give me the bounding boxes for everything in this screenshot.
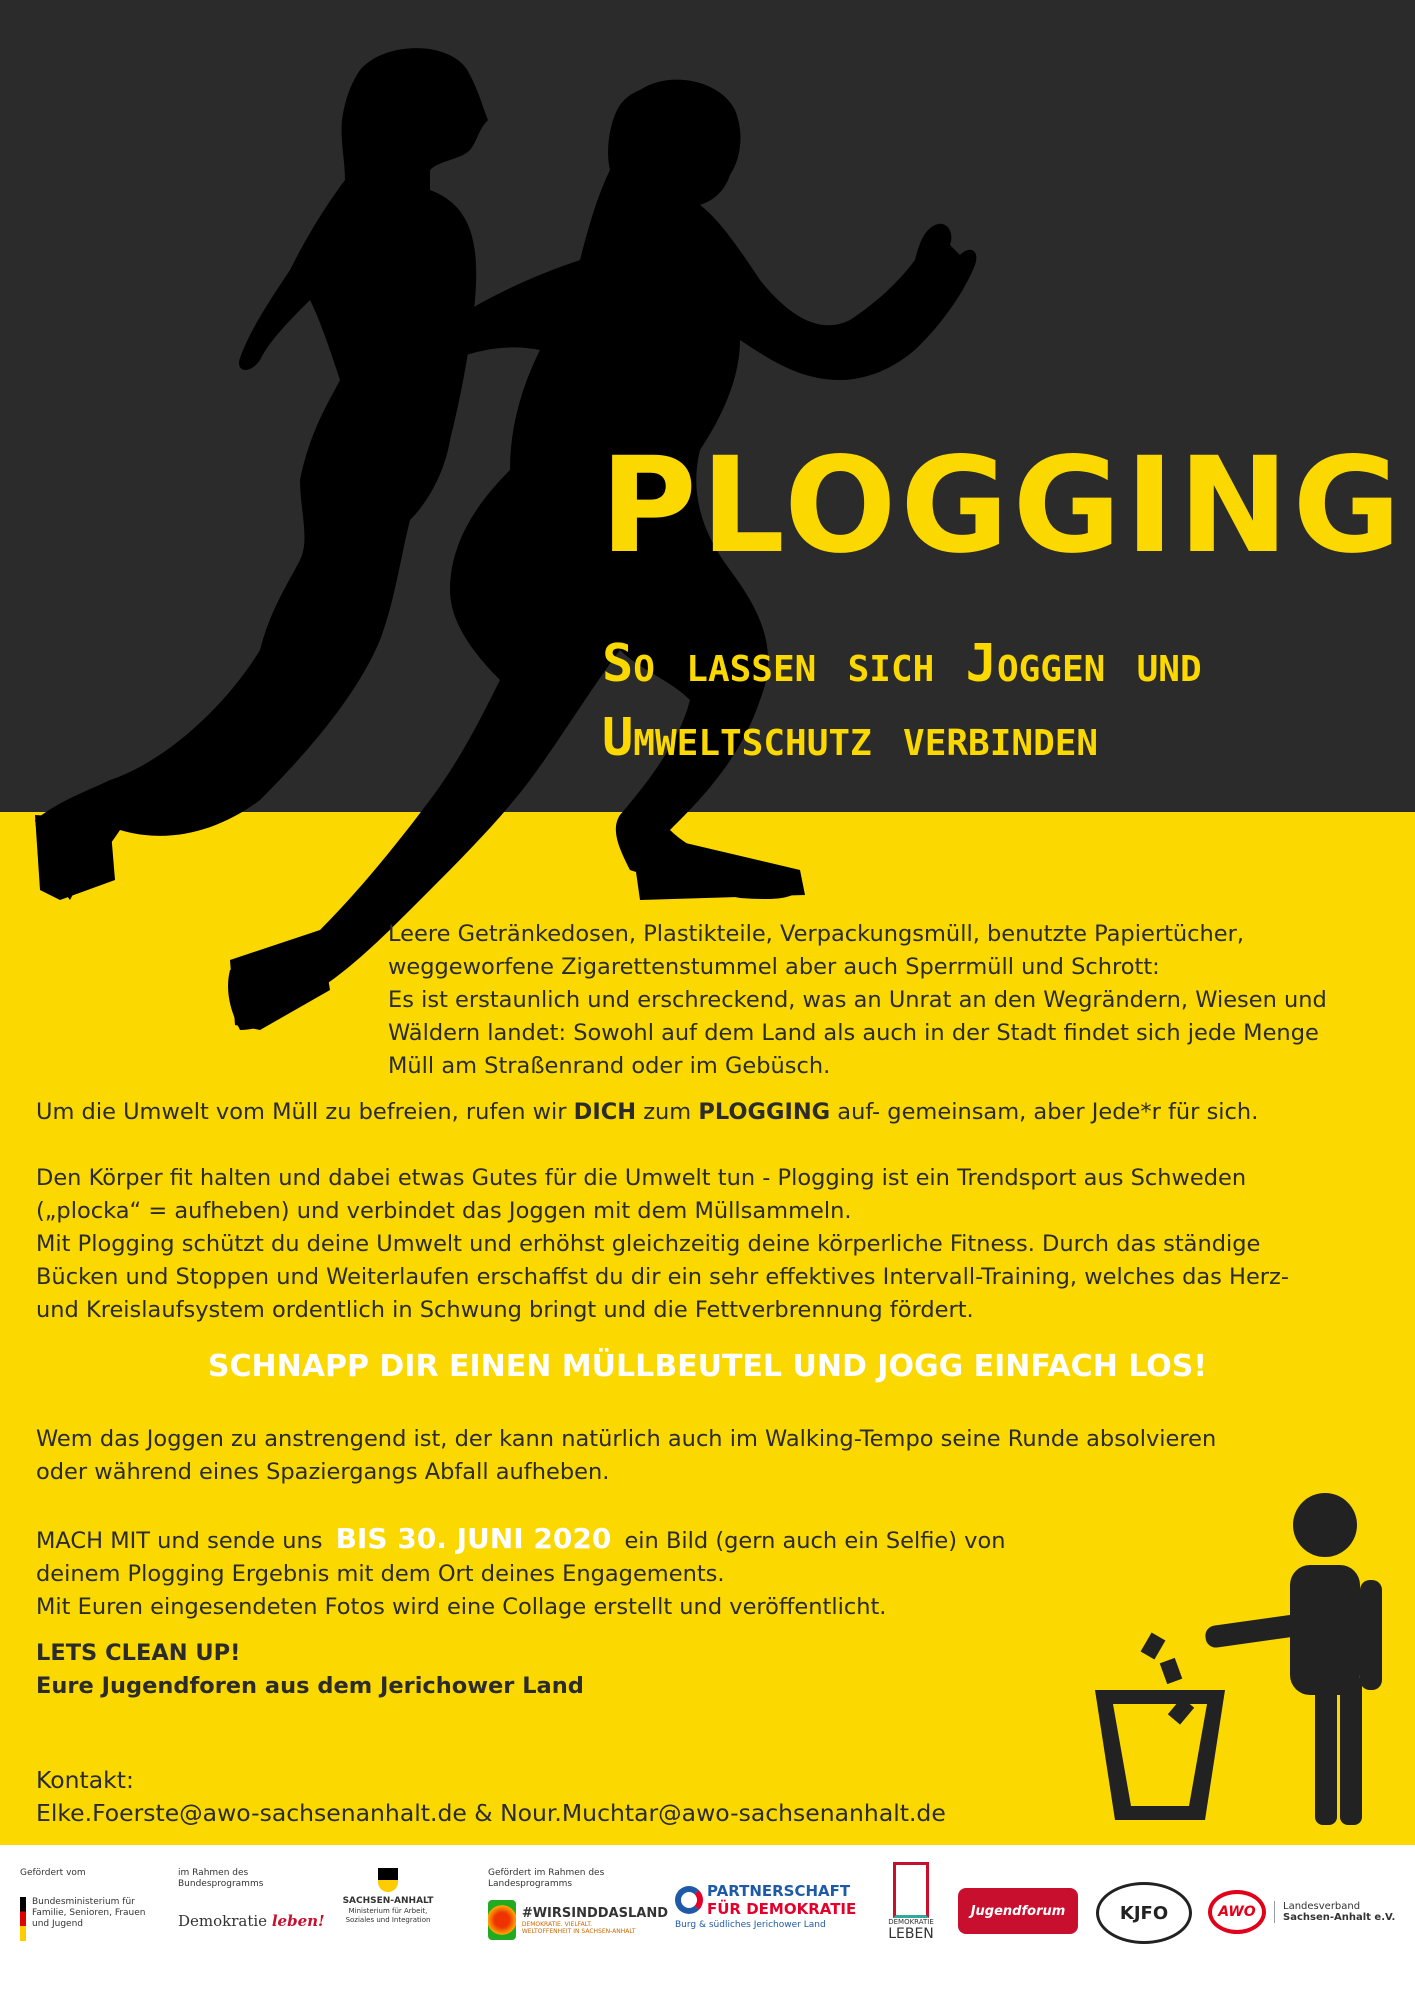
contact-emails: Elke.Foerste@awo-sachsenanhalt.de & Nour.Muchtar@awo-sachsenanhalt.de [36,1799,946,1827]
logo-text: leben! [271,1912,325,1930]
logo-text: LEBEN [888,1926,934,1942]
logo-text: Demokratie [178,1912,268,1930]
logo-caption: Gefördert vom [20,1868,86,1878]
poster-subtitle-line2: Umweltschutz verbinden [602,708,1099,768]
awo-heart-icon [1208,1890,1266,1934]
kjfo-logo [1096,1882,1192,1944]
intro-line: Es ist erstaunlich und erschreckend, was an Unrat an den Wegrändern, Wiesen und [388,987,1327,1013]
body-line: Bücken und Stoppen und Weiterlaufen erschaffst du dir ein sehr effektives Intervall-Training, welches das Herz- [36,1264,1289,1290]
body-line: („plocka“ = aufheben) und verbindet das Joggen mit dem Müllsammeln. [36,1198,852,1224]
call-text: Um die Umwelt vom Müll zu befreien, rufen wir [36,1099,574,1125]
signoff [36,1637,584,1703]
call-to-plogging [36,1096,1258,1129]
logo-caption: Gefördert im Rahmen des Landesprogramms [488,1868,605,1889]
german-flag-icon [20,1897,26,1941]
mach-mit-paragraph [36,1522,1006,1624]
intro-paragraph [388,918,1327,1083]
signoff-line: LETS CLEAN UP! [36,1640,241,1666]
wirsinddasland-logo [488,1868,668,1940]
signoff-line: Eure Jugendforen aus dem Jerichower Land [36,1673,584,1699]
intro-line: weggeworfene Zigarettenstummel aber auch Sperrmüll und Schrott: [388,954,1160,980]
logo-text: Burg & südliches Jerichower Land [675,1920,826,1930]
logo-text: Jugendforum [970,1903,1066,1919]
walking-line: Wem das Joggen zu anstrengend ist, der kann natürlich auch im Walking-Tempo seine Runde absolvieren [36,1426,1217,1452]
machmit-line: Mit Euren eingesendeten Fotos wird eine Collage erstellt und veröffentlicht. [36,1594,887,1620]
intro-line: Müll am Straßenrand oder im Gebüsch. [388,1053,831,1079]
bmfsfj-logo [20,1868,170,1941]
logo-text: PARTNERSCHAFT [707,1882,851,1900]
logo-caption: im Rahmen des Bundesprogramms [178,1868,264,1889]
call-text: zum [636,1099,699,1125]
call-plogging: PLOGGING [698,1099,831,1125]
machmit-text: ein Bild (gern auch ein Selfie) von [617,1528,1006,1554]
poster-subtitle-line1: So lassen sich Joggen und [602,634,1202,694]
dotted-map-icon [488,1900,516,1940]
logo-text: Bundesministerium für Familie, Senioren, Frauen und Jugend [32,1897,146,1929]
logo-text: Landesverband [1283,1901,1361,1912]
logo-text: DEMOKRATIE [888,1918,934,1926]
demokratie-leben-logo [178,1868,328,1930]
walking-paragraph [36,1423,1216,1489]
awo-logo [1208,1890,1395,1934]
woman-runner-silhouette [35,48,488,900]
jugendforum-logo [958,1888,1078,1934]
tower-icon [893,1862,929,1918]
intro-line: Wäldern landet: Sowohl auf dem Land als auch in der Stadt findet sich jede Menge [388,1020,1319,1046]
sachsen-anhalt-logo [338,1868,438,1925]
walking-line: oder während eines Spaziergangs Abfall aufheben. [36,1459,610,1485]
contact-label: Kontakt: [36,1766,134,1794]
logo-text: SACHSEN-ANHALT [342,1896,434,1906]
call-dich: DICH [573,1099,637,1125]
logo-text: KJFO [1119,1902,1169,1924]
logo-text: Ministerium für Arbeit, Soziales und Integration [345,1907,431,1924]
poster-title: PLOGGING [600,429,1405,583]
call-text: auf- gemeinsam, aber Jede*r für sich. [830,1099,1259,1125]
machmit-line: deinem Plogging Ergebnis mit dem Ort deines Engagements. [36,1561,725,1587]
body-line: und Kreislaufsystem ordentlich in Schwung bringt und die Fettverbrennung fördert. [36,1297,974,1323]
logo-text: AWO [1218,1904,1256,1920]
body-line: Den Körper fit halten und dabei etwas Gutes für die Umwelt tun - Plogging ist ein Trendsport aus Schweden [36,1165,1247,1191]
partnership-circle-icon [675,1886,703,1914]
machmit-text: MACH MIT und sende uns [36,1528,330,1554]
demokratie-leben-genthin-logo [886,1862,936,1942]
logo-text: Sachsen-Anhalt e.V. [1283,1912,1396,1923]
logo-text: DEMOKRATIE. VIELFALT. WELTOFFENHEIT IN SACHSEN-ANHALT [521,1920,636,1935]
intro-line: Leere Getränkedosen, Plastikteile, Verpackungsmüll, benutzte Papiertücher, [388,921,1245,947]
coat-of-arms-icon [378,1868,398,1892]
partnerschaft-logo [675,1882,865,1930]
litter-bin-person-icon [1095,1490,1395,1830]
logo-text: FÜR DEMOKRATIE [707,1900,857,1918]
deadline-date: BIS 30. JUNI 2020 [335,1522,612,1555]
cta-headline: SCHNAPP DIR EINEN MÜLLBEUTEL UND JOGG EINFACH LOS! [207,1349,1208,1384]
body-line: Mit Plogging schützt du deine Umwelt und erhöhst gleichzeitig deine körperliche Fitness. Durch das ständige [36,1231,1261,1257]
logo-text: #WIRSINDDASLAND [521,1905,668,1921]
body-paragraph [36,1162,1289,1327]
contact-block [36,1764,946,1830]
